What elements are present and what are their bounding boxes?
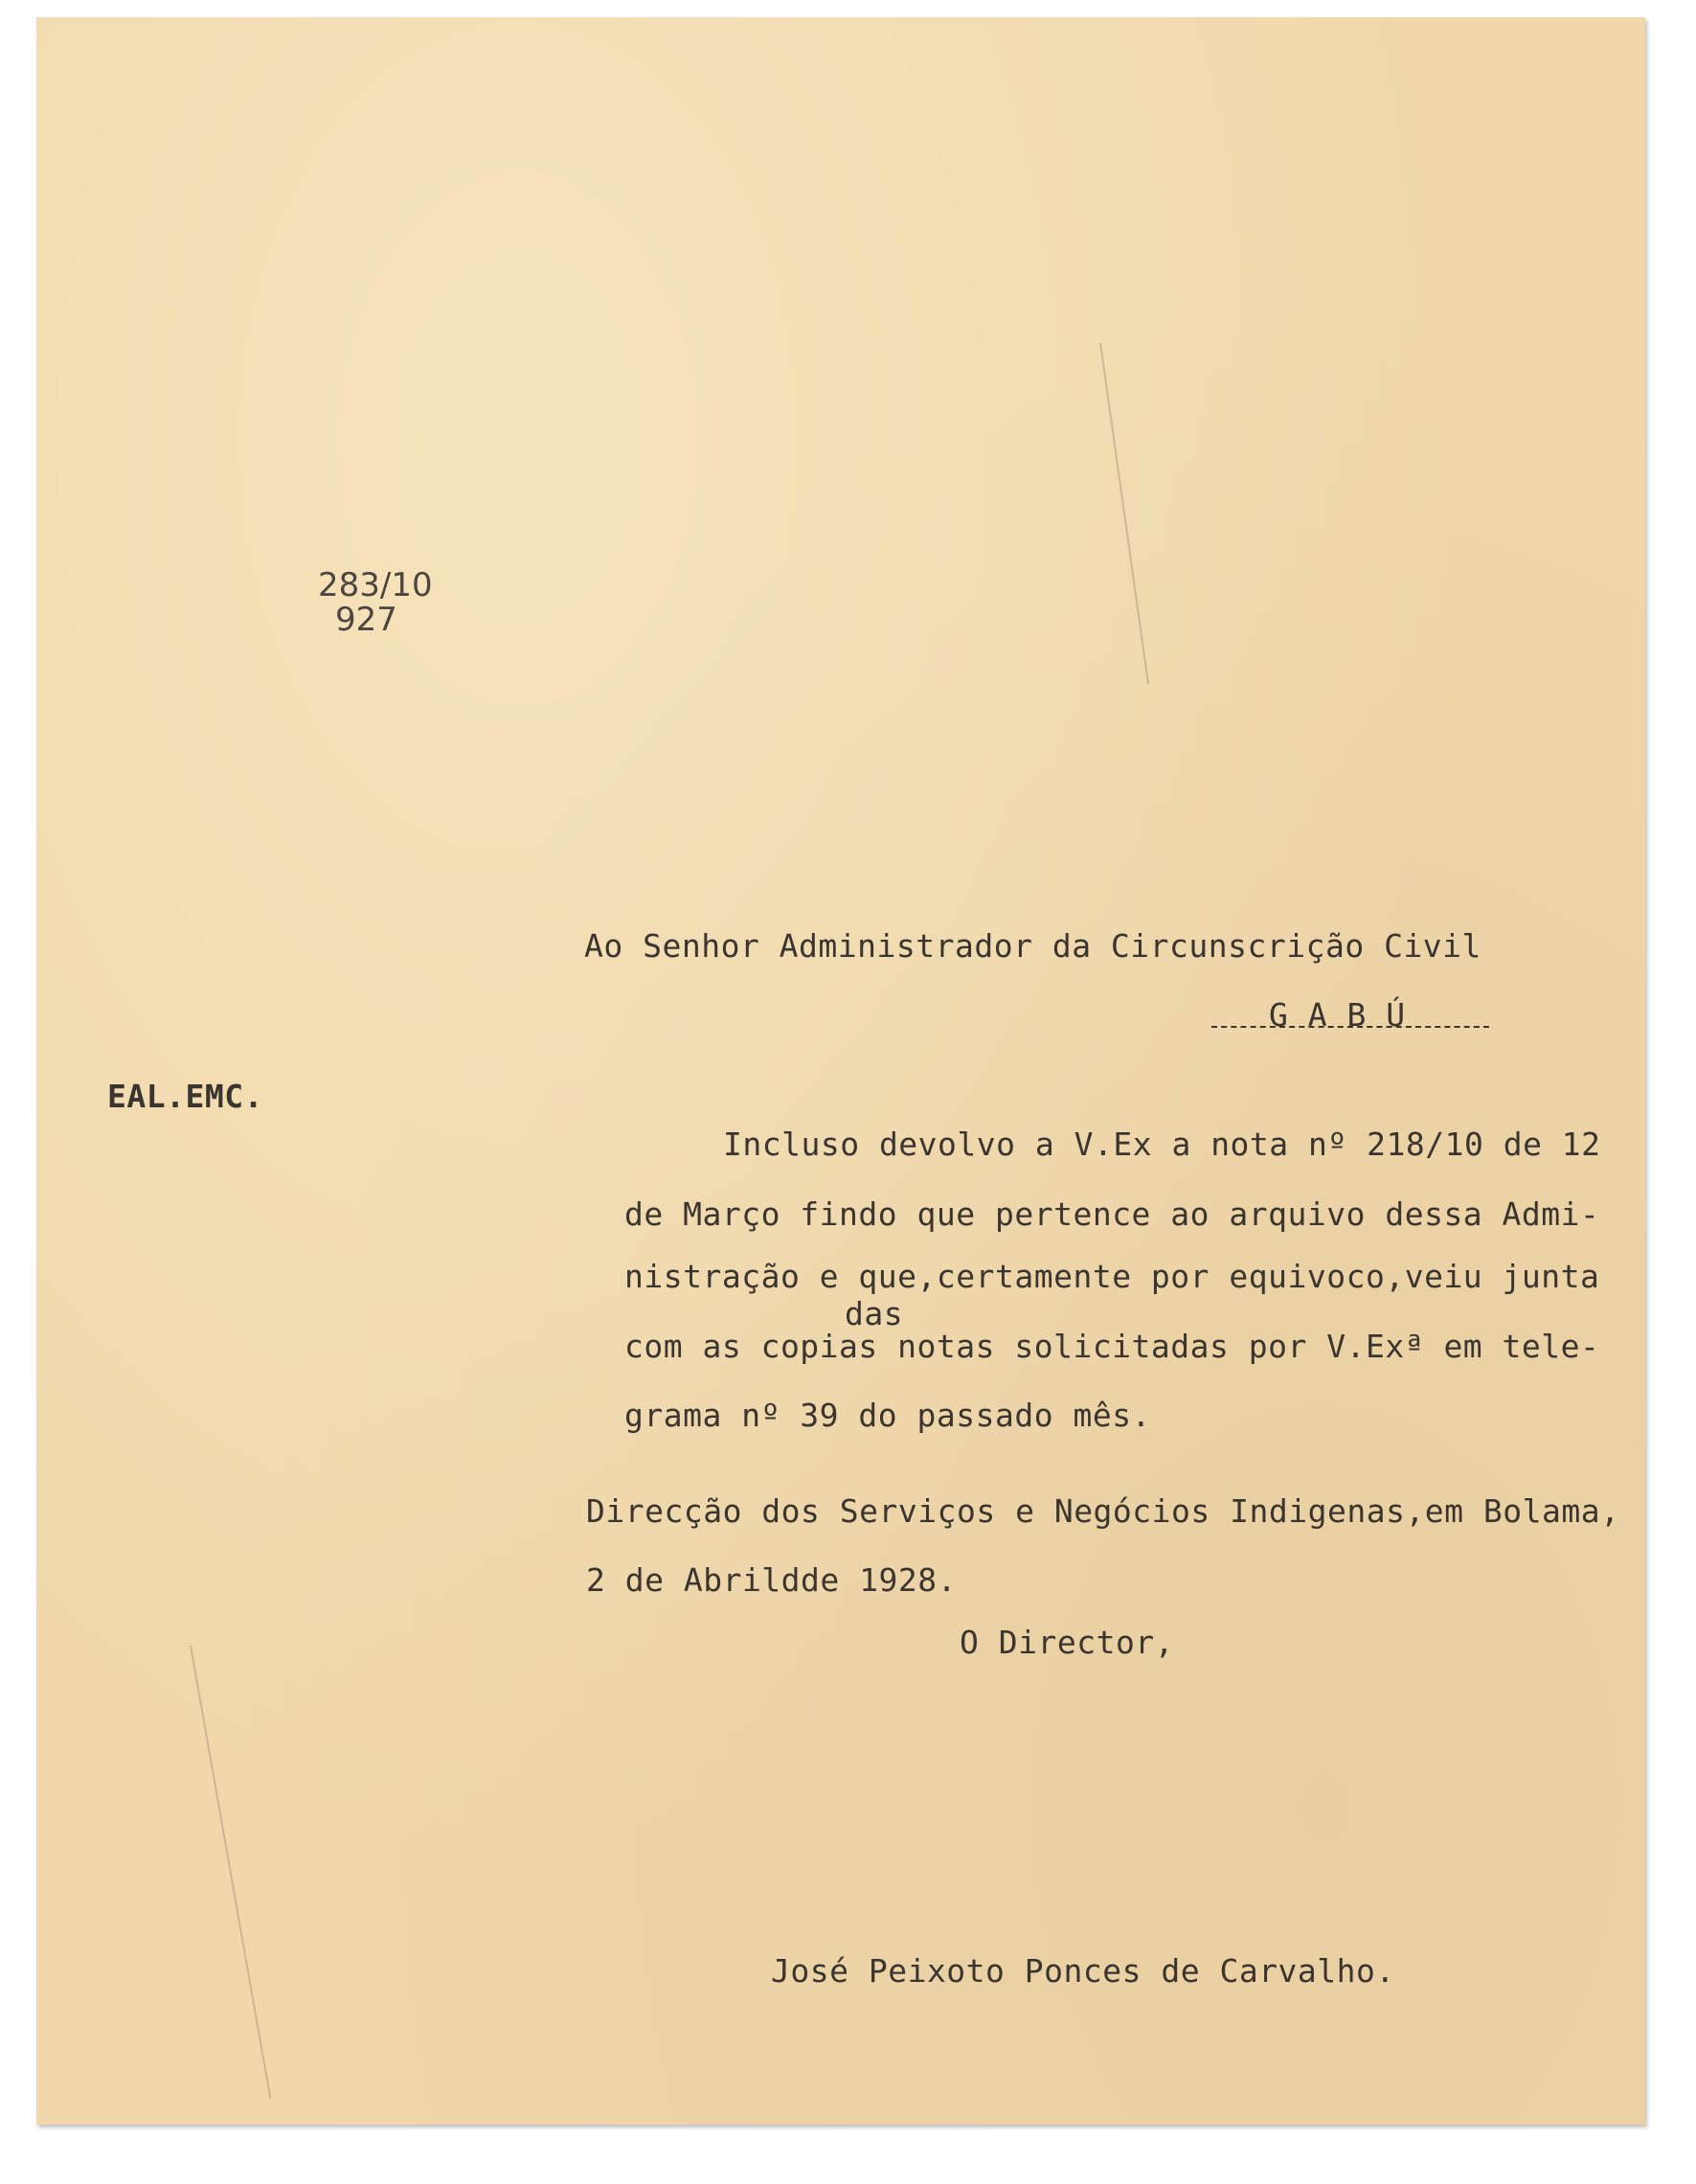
body-line-5: grama nº 39 do passado mês. [624, 1397, 1151, 1434]
addressee-underline [1211, 1026, 1489, 1028]
closing-date-line: 2 de Abrildde 1928. [586, 1561, 957, 1599]
document-sheet [36, 17, 1645, 2125]
body-line-1: Incluso devolvo a V.Ex a nota nº 218/10 de 12 [723, 1126, 1601, 1163]
addressee-place: G A B Ú [1269, 996, 1406, 1034]
reference-year: 927 [335, 601, 397, 639]
paper-crease [1099, 343, 1149, 685]
initials: EAL.EMC. [107, 1078, 263, 1115]
closing-place-line: Direcção dos Serviços e Negócios Indigenas,em Bolama, [586, 1492, 1620, 1530]
signatory-name: José Peixoto Ponces de Carvalho. [771, 1952, 1395, 1990]
addressee-line: Ao Senhor Administrador da Circunscrição Civil [584, 927, 1481, 965]
closing-title: O Director, [960, 1624, 1175, 1661]
reference-number: 283/10 [318, 566, 433, 604]
body-line-3: nistração e que,certamente por equivoco,veiu junta [624, 1258, 1600, 1295]
body-line-2: de Março findo que pertence ao arquivo dessa Admi- [624, 1195, 1600, 1233]
body-insertion: das [845, 1295, 904, 1332]
paper-crease [190, 1646, 271, 2099]
body-line-4: com as copias notas solicitadas por V.Exª em tele- [624, 1328, 1600, 1365]
